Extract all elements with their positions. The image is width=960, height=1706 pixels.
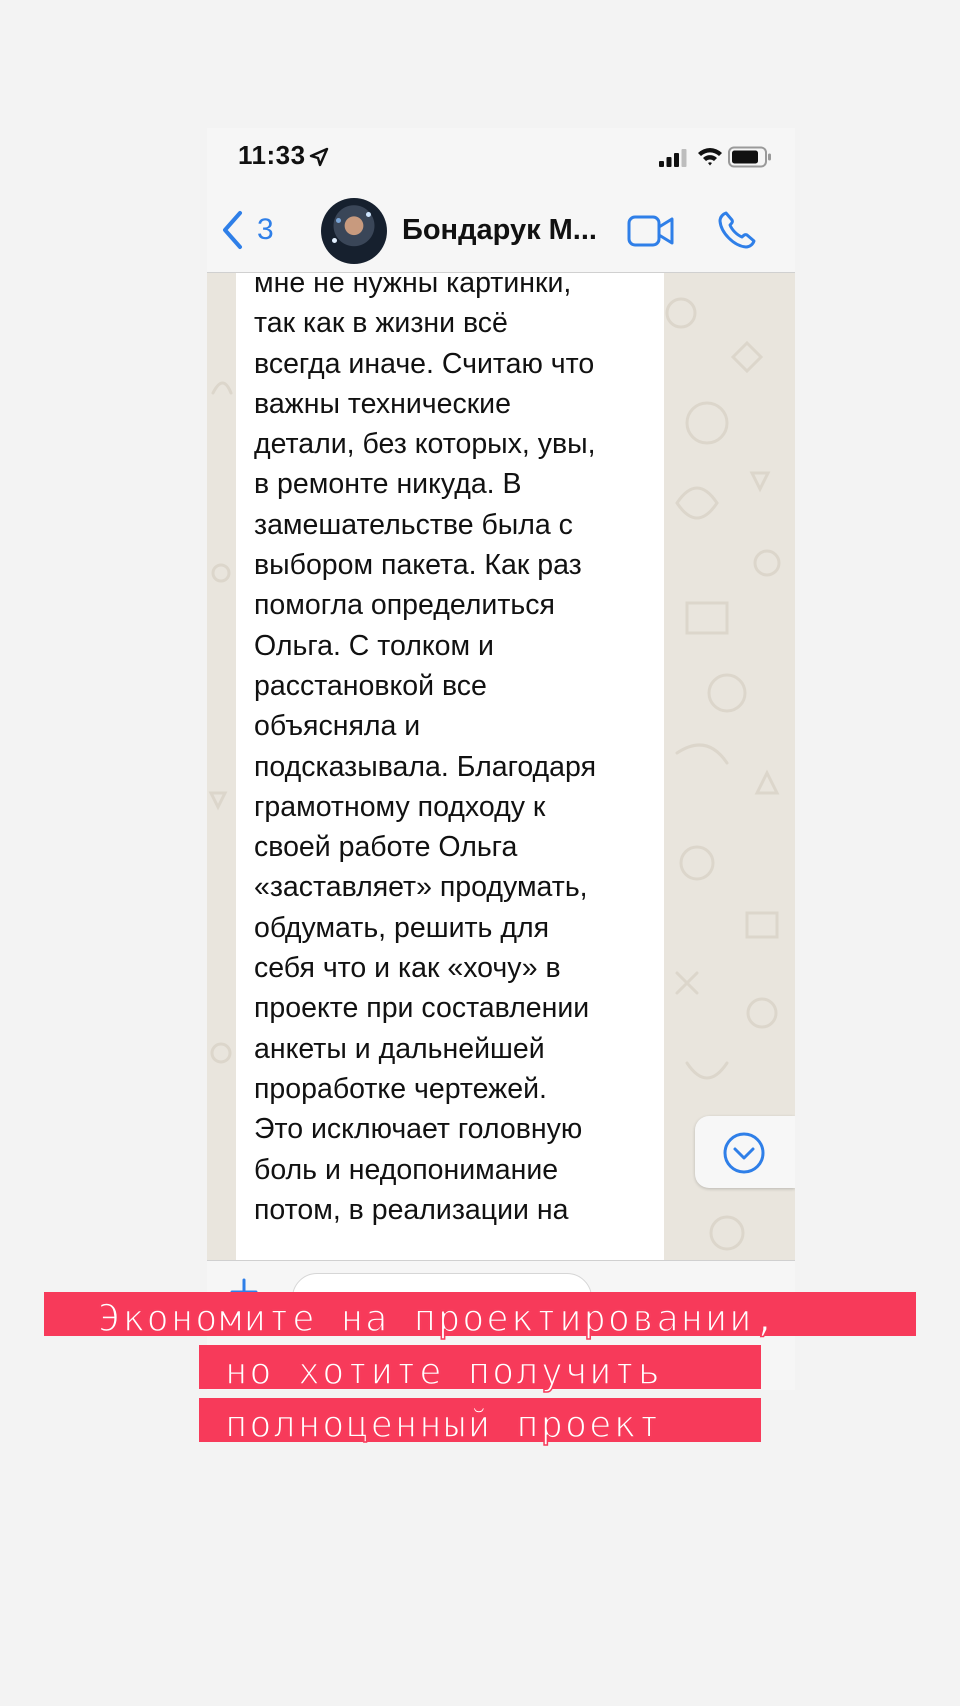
message-bubble[interactable] [236, 273, 664, 1260]
message-line: подсказывала. Благодаря [254, 750, 596, 783]
cellular-signal-icon [659, 148, 689, 168]
message-line: «заставляет» продумать, [254, 871, 588, 904]
message-line: важны технические [254, 387, 511, 420]
phone-call-icon[interactable] [717, 210, 757, 250]
contact-name[interactable]: Бондарук М... [402, 214, 597, 246]
contact-avatar[interactable] [321, 198, 387, 264]
message-line: проработке чертежей. [254, 1072, 547, 1105]
message-line: так как в жизни всё [254, 307, 508, 340]
message-line: обдумать, решить для [254, 911, 550, 944]
location-arrow-icon [309, 147, 329, 167]
message-line: себя что и как «хочу» в [254, 952, 561, 985]
message-line: анкеты и дальнейшей [254, 1032, 545, 1065]
message-line: грамотному подходу к [254, 790, 546, 823]
message-line: боль и недопонимание [254, 1153, 559, 1186]
unread-count: 3 [257, 213, 274, 246]
caption-line-2: но хотите получить [225, 1350, 662, 1393]
chat-area[interactable] [207, 273, 795, 1260]
video-call-icon[interactable] [627, 214, 675, 248]
back-button[interactable] [221, 210, 274, 250]
message-line: Ольга. С толком и [254, 629, 494, 662]
message-line: потом, в реализации на [254, 1193, 569, 1226]
message-line: помогла определиться [254, 589, 555, 622]
message-line: своей работе Ольга [254, 831, 518, 864]
caption-line-3: полноценный проект [225, 1403, 662, 1446]
message-line: мне не нужны картинки, [254, 273, 572, 299]
wifi-icon [697, 146, 723, 166]
message-line: детали, без которых, увы, [254, 428, 596, 461]
message-line: объясняла и [254, 710, 421, 743]
chat-header [207, 188, 795, 273]
message-line: в ремонте никуда. В [254, 468, 522, 501]
message-line: всегда иначе. Считаю что [254, 347, 595, 380]
chevron-left-icon [221, 210, 243, 250]
phone-screenshot [207, 128, 795, 1390]
message-line: проекте при составлении [254, 992, 590, 1025]
message-line: Это исключает головную [254, 1113, 583, 1146]
message-line: выбором пакета. Как раз [254, 549, 582, 582]
status-time: 11:33 [238, 140, 306, 170]
message-text [254, 273, 654, 1230]
caption-line-1: Экономите на проектировании, [98, 1297, 778, 1340]
message-line: расстановкой все [254, 669, 487, 702]
message-line: замешательстве была с [254, 508, 573, 541]
status-bar [207, 128, 795, 188]
chevron-down-circle-icon [722, 1131, 766, 1175]
battery-icon [728, 146, 772, 168]
scroll-to-bottom-button[interactable] [695, 1116, 795, 1188]
